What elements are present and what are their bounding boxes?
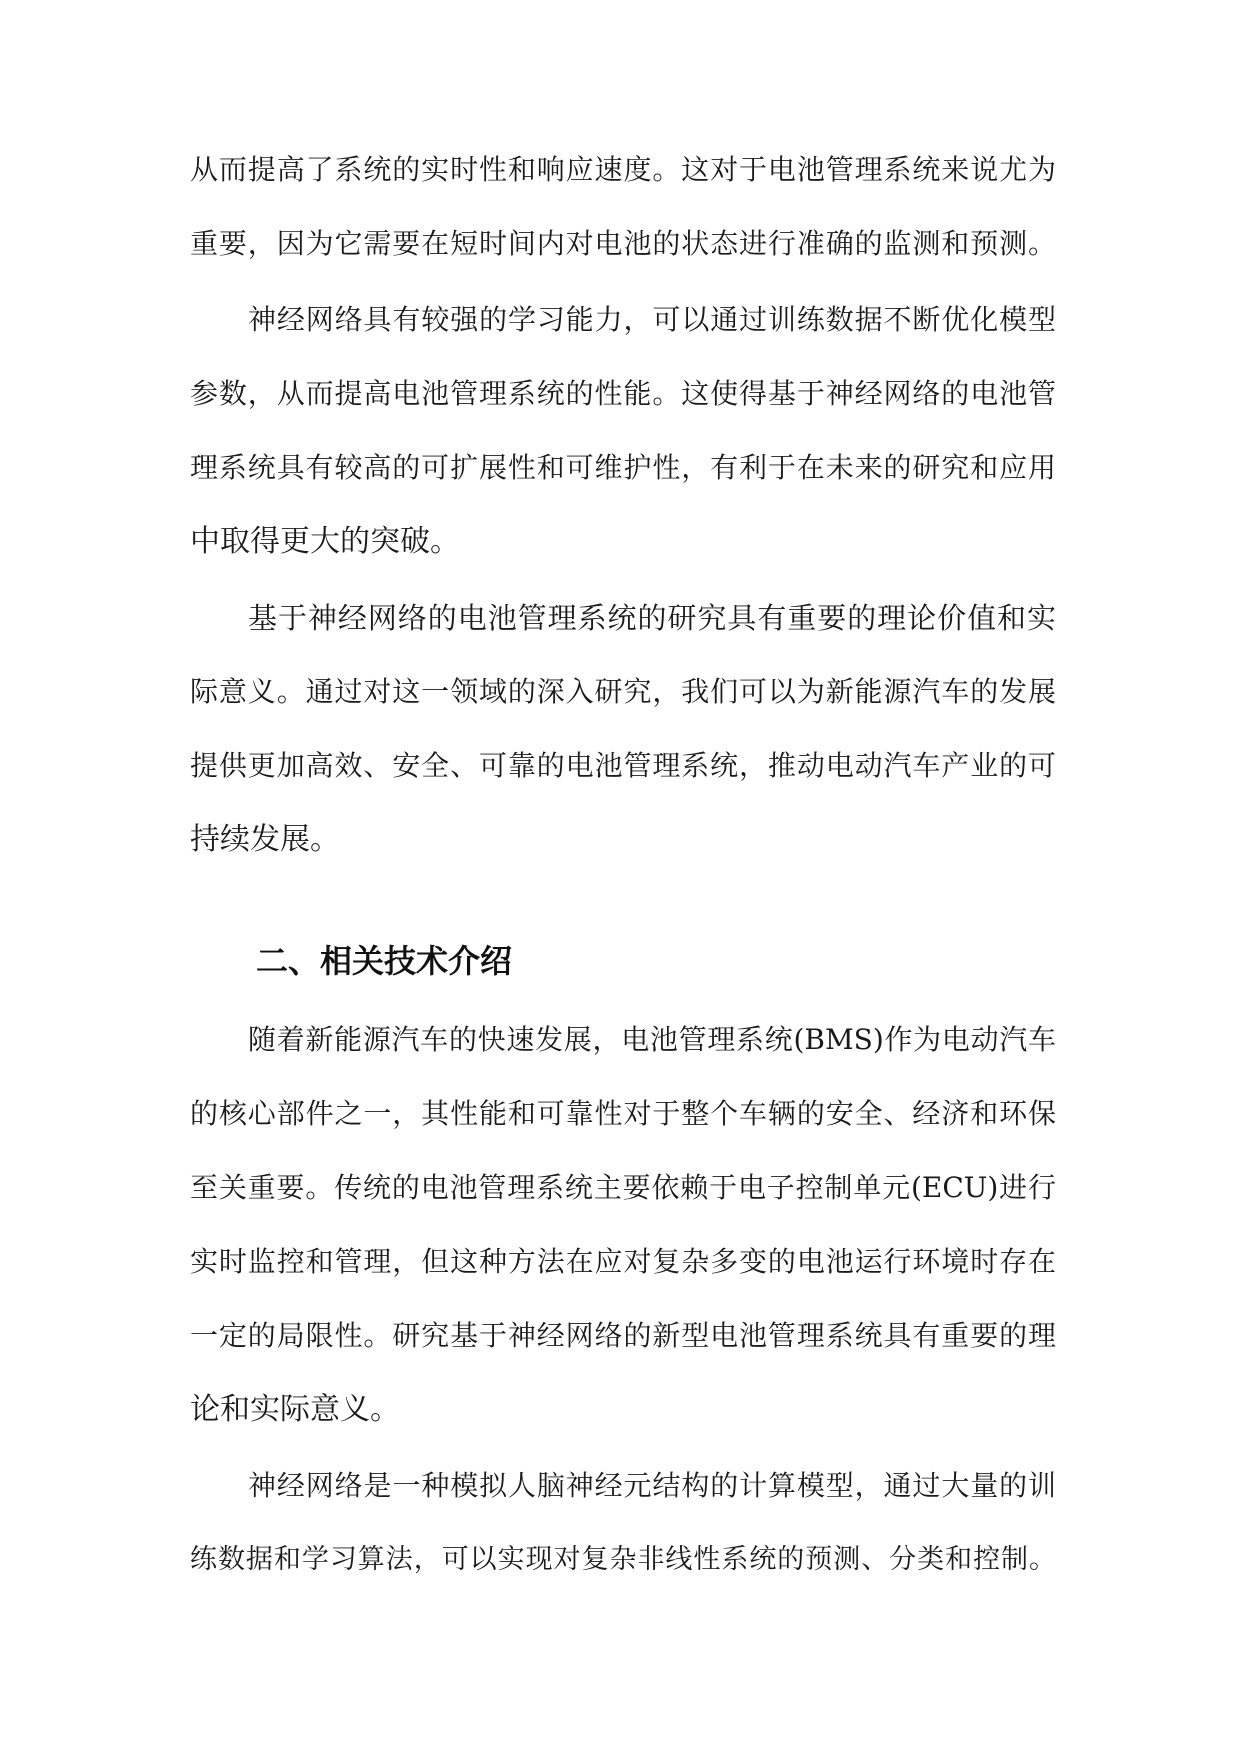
section-paragraph-2-line-2: 练数据和学习算法，可以实现对复杂非线性系统的预测、分类和控制。 — [190, 1544, 1056, 1575]
paragraph-2-line-1: 神经网络具有较强的学习能力，可以通过训练数据不断优化模型 — [248, 303, 1056, 336]
section-heading: 二、相关技术介绍 — [256, 942, 513, 980]
section-paragraph-2-line-1: 神经网络是一种模拟人脑神经元结构的计算模型，通过大量的训 — [248, 1469, 1056, 1502]
paragraph-3-line-3: 提供更加高效、安全、可靠的电池管理系统，推动电动汽车产业的可 — [190, 749, 1056, 782]
paragraph-2-line-4: 中取得更大的突破。 — [190, 524, 460, 559]
section-paragraph-1-line-2: 的核心部件之一，其性能和可靠性对于整个车辆的安全、经济和环保 — [190, 1097, 1056, 1130]
paragraph-3-line-4: 持续发展。 — [190, 822, 340, 857]
paragraph-3-line-2: 际意义。通过对这一领域的深入研究，我们可以为新能源汽车的发展 — [190, 675, 1056, 708]
section-paragraph-1-line-4: 实时监控和管理，但这种方法在应对复杂多变的电池运行环境时存在 — [190, 1245, 1056, 1278]
section-paragraph-1-line-3: 至关重要。传统的电池管理系统主要依赖于电子控制单元(ECU)进行 — [190, 1171, 1056, 1204]
section-paragraph-1-line-5: 一定的局限性。研究基于神经网络的新型电池管理系统具有重要的理 — [190, 1319, 1056, 1352]
paragraph-2-line-3: 理系统具有较高的可扩展性和可维护性，有利于在未来的研究和应用 — [190, 451, 1056, 484]
section-paragraph-1-line-6: 论和实际意义。 — [190, 1392, 400, 1427]
paragraph-2-line-2: 参数，从而提高电池管理系统的性能。这使得基于神经网络的电池管 — [190, 377, 1056, 410]
paragraph-1-line-2: 重要，因为它需要在短时间内对电池的状态进行准确的监测和预测。 — [190, 227, 1056, 260]
paragraph-1-line-1: 从而提高了系统的实时性和响应速度。这对于电池管理系统来说尤为 — [190, 153, 1056, 186]
paragraph-3-line-1: 基于神经网络的电池管理系统的研究具有重要的理论价值和实 — [248, 601, 1056, 635]
section-paragraph-1-line-1: 随着新能源汽车的快速发展，电池管理系统(BMS)作为电动汽车 — [248, 1023, 1056, 1056]
